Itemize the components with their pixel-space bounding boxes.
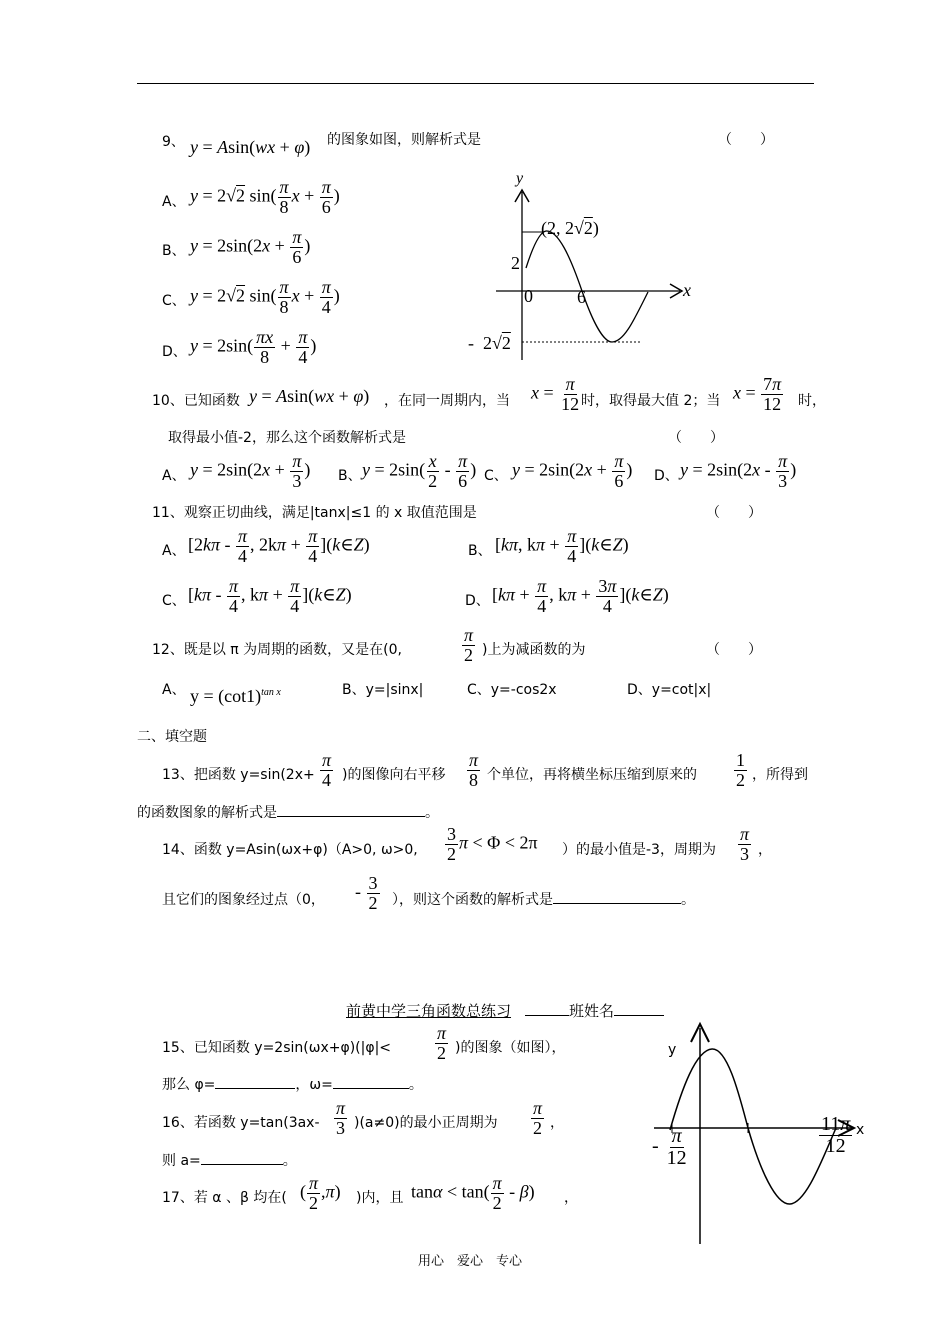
q16-answer-blank[interactable]: [201, 1150, 283, 1165]
q9-graph-origin: 0: [524, 286, 533, 306]
q14-line2-a: 且它们的图象经过点（0，: [162, 892, 325, 908]
q10-mid2: 时，取得最大值 2；当: [581, 393, 721, 409]
q15-phi-blank[interactable]: [215, 1074, 295, 1089]
q15-text-b: )的图象（如图），: [455, 1040, 566, 1056]
q16-text-c: ，: [550, 1115, 564, 1131]
q14-text-b: ）的最小值是-3，周期为: [562, 842, 716, 858]
q12-option-a-label: A、: [162, 682, 186, 698]
q14-ineq: $\frac{3}{2}$ π < Φ < 2π: [447, 824, 538, 864]
q9-option-b: y = 2sin(2x + $\frac{\pi}{6}$ ): [190, 227, 311, 267]
q9-option-c: y = 2√2 sin( $\frac{\pi}{8}$ x + $\frac{\pi}{4}$ ): [190, 277, 340, 317]
q9-graph-x-label: x: [683, 280, 691, 300]
q10-mid3: 时，: [798, 393, 826, 409]
q9-option-b-label: B、: [162, 243, 186, 259]
q17-ineq: tanα < tan( $\frac{\pi}{2}$ - β): [411, 1173, 535, 1213]
q15-text-a: 15、已知函数 y=2sin(ωx+φ)(|φ|<: [162, 1040, 392, 1056]
q13-frac-3: $\frac{1}{2}$: [736, 750, 745, 790]
q10-option-a: y = 2sin(2x + $\frac{\pi}{3}$ ): [190, 451, 311, 491]
q11-option-a: [2kπ - $\frac{\pi}{4}$ , 2kπ + $\frac{\pi}{4}$ ](k∈Z): [188, 526, 370, 566]
q10-mid: ，在同一周期内，当: [384, 393, 510, 409]
q16-text-b: )(a≠0)的最小正周期为: [354, 1115, 498, 1131]
q17-interval: ( $\frac{\pi}{2}$ ,π): [300, 1173, 341, 1213]
q13-text-c: 个单位，再将横坐标压缩到原来的: [487, 767, 697, 783]
q11-option-d: [kπ + $\frac{\pi}{4}$ , kπ + $\frac{3\pi}{4}$ ](k∈Z): [492, 576, 669, 616]
q12-option-a: $y = (\cot 1)^{tan x}$: [190, 686, 281, 706]
q10-line2: 取得最小值-2，那么这个函数解析式是: [168, 430, 406, 446]
q10-line1: 10、已知函数: [152, 393, 240, 409]
q12-option-b: B、y=|sinx|: [342, 682, 424, 698]
q10-answer-paren: （ ）: [668, 430, 724, 446]
q13-frac-2: $\frac{\pi}{8}$: [469, 750, 479, 790]
q15-graph-left-label: - $\frac{\pi}{12}$: [652, 1125, 687, 1169]
q11-answer-paren: （ ）: [706, 505, 762, 521]
q15-graph-right-label: $\frac{11\pi}{12}$: [821, 1113, 851, 1157]
q10-x1: x = $\frac{\pi}{12}$: [531, 374, 580, 414]
q15-graph-y-label: y: [668, 1042, 677, 1058]
q17-text-c: ，: [564, 1190, 578, 1206]
q9-option-d: y = 2sin( $\frac{\pi x}{8}$ + $\frac{\pi}{4}$ ): [190, 327, 317, 367]
q13-line2: 的函数图象的解析式是 。: [137, 802, 439, 822]
q10-formula: y = Asin(wx + φ): [249, 386, 370, 406]
q9-number: 9、: [162, 134, 185, 150]
q12-interval-fraction: $\frac{\pi}{2}$: [464, 625, 474, 665]
q15-line2: 那么 φ= ，ω= 。: [162, 1074, 423, 1094]
q14-text-a: 14、函数 y=Asin(ωx+φ)（A>0, ω>0,: [162, 842, 418, 858]
q11-option-c-label: C、: [162, 593, 186, 609]
q13-frac-1: $\frac{\pi}{4}$: [322, 750, 332, 790]
q13-answer-blank[interactable]: [277, 802, 425, 817]
q16-frac-2: $\frac{\pi}{2}$: [533, 1098, 543, 1138]
q12-stem-b: )上为减函数的为: [482, 642, 586, 658]
q16-frac-1: $\frac{\pi}{3}$: [336, 1098, 346, 1138]
q16-text-a: 16、若函数 y=tan(3ax-: [162, 1115, 320, 1131]
q12-option-d: D、y=cot|x|: [627, 682, 712, 698]
q10-x2: x = $\frac{7\pi}{12}$: [733, 374, 782, 414]
q11-option-a-label: A、: [162, 543, 186, 559]
q9-option-a-label: A、: [162, 194, 186, 210]
q11-option-d-label: D、: [465, 593, 490, 609]
q11-option-b: [kπ, kπ + $\frac{\pi}{4}$ ](k∈Z): [495, 526, 629, 566]
q13-text-d: ，所得到: [752, 767, 808, 783]
q15-frac: $\frac{\pi}{2}$: [437, 1023, 447, 1063]
q9-stem: 的图象如图，则解析式是: [327, 132, 481, 148]
q10-option-b: y = 2sin( $\frac{x}{2}$ - $\frac{\pi}{6}$ ): [362, 451, 477, 491]
q12-option-c: C、y=-cos2x: [467, 682, 557, 698]
q14-period-frac: $\frac{\pi}{3}$: [740, 824, 750, 864]
q9-graph-y-label: y: [516, 170, 524, 187]
q16-line2: 则 a= 。: [162, 1150, 297, 1170]
q14-line2-b: ），则这个函数的解析式是 。: [392, 889, 695, 909]
q10-option-d: y = 2sin(2x - $\frac{\pi}{3}$ ): [680, 451, 797, 491]
q13-text-a: 13、把函数 y=sin(2x+: [162, 767, 315, 783]
q11-stem: 11、观察正切曲线，满足|tanx|≤1 的 x 取值范围是: [152, 505, 477, 521]
q10-option-c-label: C、: [484, 468, 508, 484]
footer: 用心 爱心 专心: [418, 1254, 523, 1269]
q9-formula: y = Asin(wx + φ): [190, 137, 311, 157]
q9-option-c-label: C、: [162, 293, 186, 309]
q10-option-a-label: A、: [162, 468, 186, 484]
q13-text-b: )的图像向右平移: [342, 767, 446, 783]
q9-graph-tick-y: 2: [511, 253, 520, 273]
q11-option-c: [kπ - $\frac{\pi}{4}$ , kπ + $\frac{\pi}{4}$ ](k∈Z): [188, 576, 352, 616]
q14-answer-blank[interactable]: [553, 889, 681, 904]
q17-text-a: 17、若 α 、β 均在(: [162, 1190, 287, 1206]
section-2-title: 二、填空题: [137, 729, 207, 745]
q10-option-b-label: B、: [338, 468, 362, 484]
q9-answer-paren: （ ）: [718, 132, 774, 148]
q9-graph-min-label: - 2√2: [468, 333, 511, 353]
section-header-2: 前黄中学三角函数总练习 班姓名: [346, 1000, 664, 1021]
q9-graph-point-label: (2, 2√2): [541, 218, 599, 238]
q14-point-frac: - $\frac{3}{2}$: [355, 873, 378, 913]
header-rule: [137, 83, 814, 84]
q14-text-c: ，: [758, 842, 772, 858]
q12-answer-paren: （ ）: [706, 642, 762, 658]
q10-option-c: y = 2sin(2x + $\frac{\pi}{6}$ ): [512, 451, 633, 491]
q12-stem-a: 12、既是以 π 为周期的函数，又是在(0,: [152, 642, 402, 658]
q9-graph-tick-x: 6: [577, 287, 586, 307]
q9-option-a: y = 2√2 sin( $\frac{\pi}{8}$ x + $\frac{\pi}{6}$ ): [190, 177, 340, 217]
q17-text-b: )内，且: [356, 1190, 404, 1206]
q11-option-b-label: B、: [468, 543, 492, 559]
q15-graph-x-label: x: [856, 1122, 865, 1138]
q15-omega-blank[interactable]: [333, 1074, 409, 1089]
q10-option-d-label: D、: [654, 468, 679, 484]
q9-option-d-label: D、: [162, 344, 187, 360]
